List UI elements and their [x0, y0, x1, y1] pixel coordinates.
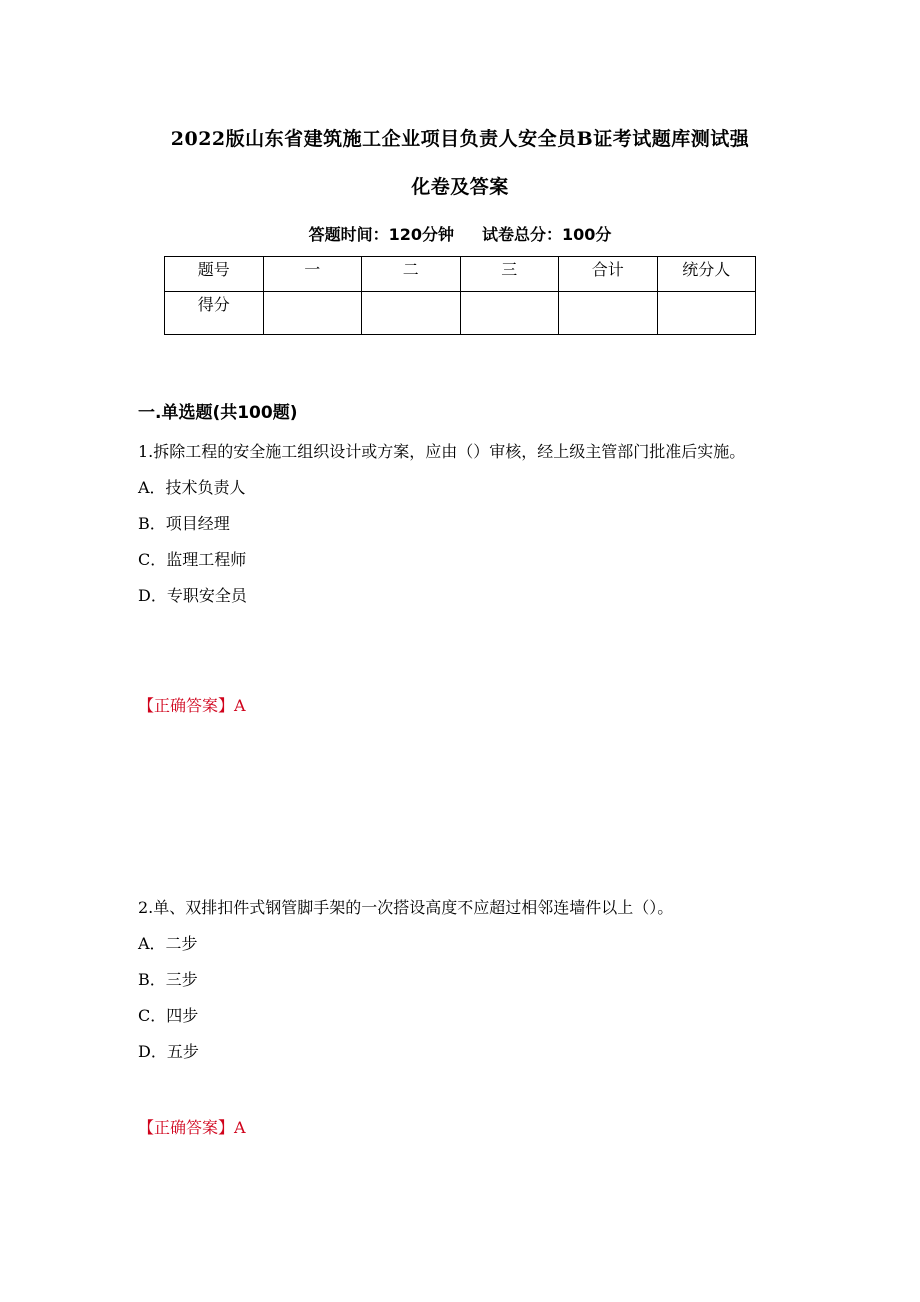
question-option: D．五步 — [138, 1042, 199, 1061]
document-title-line-2: 化卷及答案 — [411, 176, 509, 198]
score-table-score-row — [165, 292, 756, 335]
score-cell — [362, 292, 461, 335]
score-cell — [263, 292, 362, 335]
exam-meta — [0, 222, 920, 245]
question-2 — [138, 890, 788, 1070]
score-header-cell: 一 — [263, 257, 362, 292]
score-cell — [460, 292, 559, 335]
score-cell — [559, 292, 658, 335]
score-cell — [657, 292, 756, 335]
question-stem: 1.拆除工程的安全施工组织设计或方案，应由（）审核，经上级主管部门批准后实施。 — [138, 442, 746, 461]
question-option: A．二步 — [138, 934, 198, 953]
question-option: A．技术负责人 — [138, 478, 246, 497]
question-1-answer: 【正确答案】A — [138, 696, 246, 715]
question-option: B．三步 — [138, 970, 198, 989]
question-stem: 2.单、双排扣件式钢管脚手架的一次搭设高度不应超过相邻连墙件以上（）。 — [138, 898, 674, 917]
score-table-header-row — [165, 257, 756, 292]
score-row-label: 得分 — [165, 292, 264, 335]
exam-total-score: 试卷总分：100分 — [482, 225, 612, 244]
score-header-cell: 二 — [362, 257, 461, 292]
exam-time: 答题时间：120分钟 — [308, 225, 454, 244]
question-option: B．项目经理 — [138, 514, 230, 533]
question-option: C．四步 — [138, 1006, 199, 1025]
score-header-cell: 题号 — [165, 257, 264, 292]
document-title-line-1: 2022版山东省建筑施工企业项目负责人安全员B证考试题库测试强 — [170, 128, 750, 150]
question-1 — [138, 434, 788, 614]
score-table — [164, 256, 756, 335]
question-2-answer: 【正确答案】A — [138, 1118, 246, 1137]
question-option: D．专职安全员 — [138, 586, 247, 605]
score-header-cell: 三 — [460, 257, 559, 292]
score-header-cell: 统分人 — [657, 257, 756, 292]
score-header-cell: 合计 — [559, 257, 658, 292]
section-heading: 一.单选题(共100题) — [138, 403, 298, 423]
question-option: C．监理工程师 — [138, 550, 247, 569]
